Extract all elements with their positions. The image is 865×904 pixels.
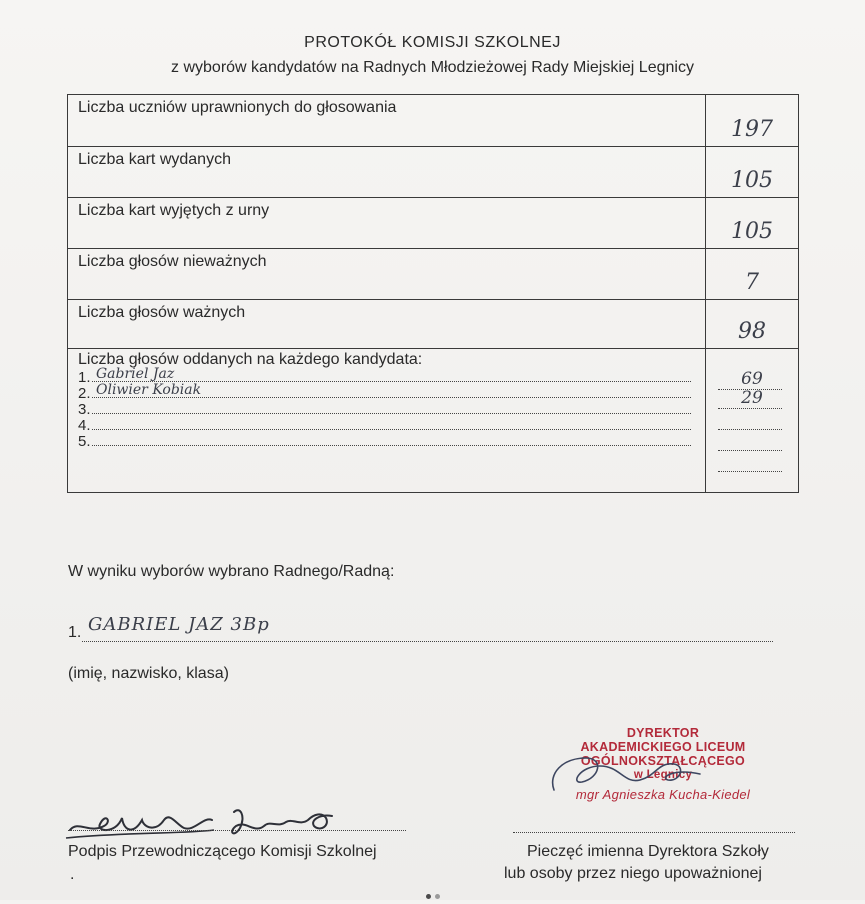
- handwritten-value: 197: [731, 117, 773, 142]
- candidate-number: 1.: [78, 369, 91, 386]
- carousel-dot[interactable]: [426, 894, 431, 899]
- row-label: Liczba głosów nieważnych: [68, 249, 706, 300]
- row-value: [706, 300, 799, 349]
- candidates-header: Liczba głosów oddanych na każdego kandydata:: [78, 351, 423, 368]
- candidate-name: Oliwier Kobiak: [96, 382, 202, 398]
- elected-line: [68, 614, 773, 644]
- row-label: Liczba kart wydanych: [68, 147, 706, 198]
- protocol-table: [67, 94, 799, 493]
- row-value: [706, 249, 799, 300]
- row-label: Liczba kart wyjętych z urny: [68, 198, 706, 249]
- handwritten-value: 7: [745, 270, 759, 295]
- row-label: Liczba głosów ważnych: [68, 300, 706, 349]
- candidate-number: 2.: [78, 385, 91, 402]
- chair-signature-label: Podpis Przewodniczącego Komisji Szkolnej: [68, 843, 377, 860]
- candidate-votes-cell: [706, 349, 799, 493]
- candidate-row: [68, 417, 705, 433]
- document-subtitle: z wyborów kandydatów na Radnych Młodzieżowej Rady Miejskiej Legnicy: [171, 59, 694, 76]
- candidates-cell: [68, 349, 706, 493]
- dotted-line: [92, 429, 691, 430]
- table-row: [68, 249, 799, 300]
- candidate-number: 5.: [78, 433, 91, 450]
- row-value: [706, 198, 799, 249]
- dotted-line: [82, 641, 773, 642]
- elected-number: 1.: [68, 624, 82, 641]
- document-title: PROTOKÓŁ KOMISJI SZKOLNEJ: [304, 34, 561, 51]
- dotted-line: [92, 445, 691, 446]
- stamp-line: OGÓLNOKSZTAŁCĄCEGO: [580, 754, 746, 768]
- director-signature: [540, 744, 720, 804]
- candidate-row: [68, 401, 705, 417]
- chair-signature-line: [68, 830, 406, 831]
- dotted-line: [92, 413, 691, 414]
- candidate-row: [68, 382, 705, 402]
- table-row: [68, 95, 799, 147]
- stamp-line: DYREKTOR: [626, 726, 700, 740]
- elected-hint: (imię, nazwisko, klasa): [68, 665, 229, 682]
- stray-dot: .: [70, 866, 75, 883]
- candidate-number: 3.: [78, 401, 91, 418]
- candidate-number: 4.: [78, 417, 91, 434]
- candidate-votes: [706, 451, 798, 488]
- elected-name: GABRIEL JAZ 3Bp: [88, 614, 270, 635]
- handwritten-value: 98: [738, 319, 766, 344]
- handwritten-value: 105: [731, 219, 773, 244]
- table-row: [68, 300, 799, 349]
- stamp-line: AKADEMICKIEGO LICEUM: [580, 740, 746, 754]
- candidate-votes: 29: [741, 388, 763, 408]
- table-row: [68, 349, 799, 493]
- handwritten-value: 105: [731, 168, 773, 193]
- candidate-name: Gabriel Jaz: [96, 366, 175, 382]
- row-label: Liczba uczniów uprawnionych do głosowania: [68, 95, 706, 147]
- chair-signature: [64, 798, 354, 844]
- director-label-line-1: Pieczęć imienna Dyrektora Szkoły: [527, 843, 769, 860]
- stamp-line: w Legnicy: [633, 769, 693, 781]
- table-row: [68, 147, 799, 198]
- director-signature-line: [513, 832, 795, 833]
- candidate-row: [68, 433, 705, 449]
- result-heading: W wyniku wyborów wybrano Radnego/Radną:: [68, 563, 395, 580]
- table-row: [68, 198, 799, 249]
- director-label-line-2: lub osoby przez niego upoważnionej: [504, 865, 762, 882]
- row-value: [706, 147, 799, 198]
- row-value: [706, 95, 799, 147]
- candidate-votes: 69: [741, 369, 763, 389]
- carousel-indicator[interactable]: [0, 886, 865, 904]
- stamp-name: mgr Agnieszka Kucha-Kiedel: [575, 787, 751, 802]
- carousel-dot[interactable]: [435, 894, 440, 899]
